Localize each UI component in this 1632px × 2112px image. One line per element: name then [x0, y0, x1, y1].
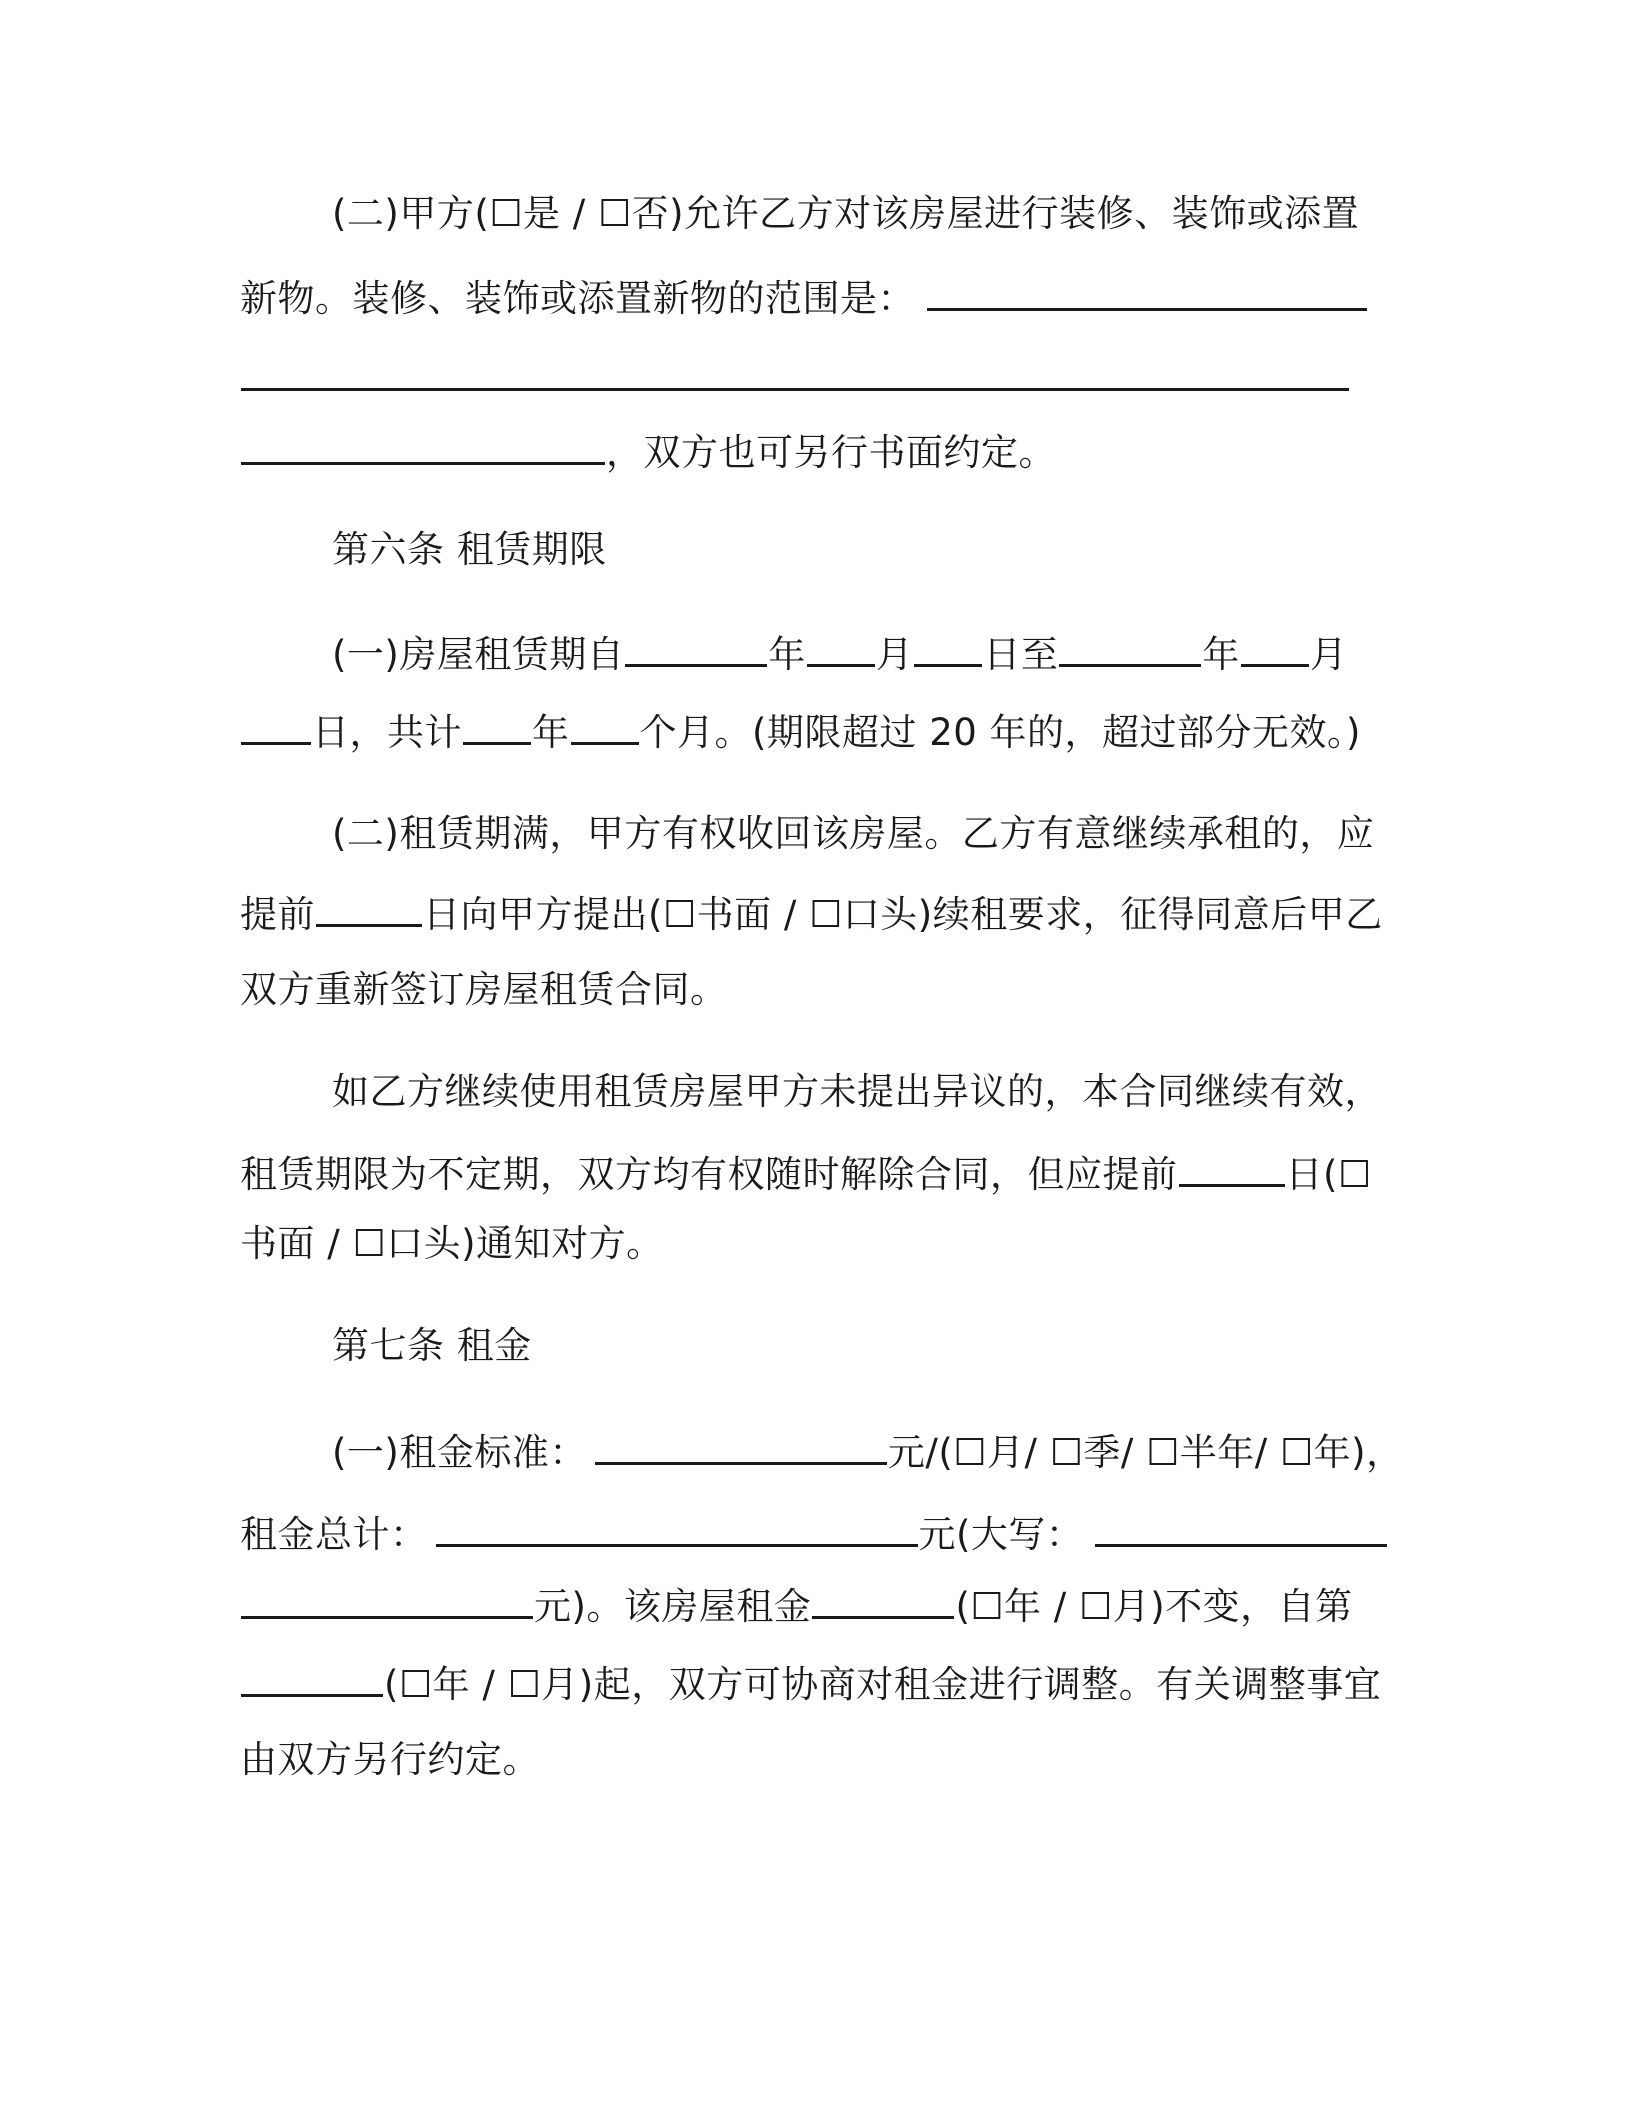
fill-blank-renovation-scope-end[interactable] [241, 426, 605, 465]
article-6-2-line-2 [240, 888, 1383, 939]
text: 租赁期限为不定期，双方均有权随时解除合同，但应提前 [240, 1153, 1178, 1196]
article-6-1-line-2 [240, 706, 1361, 757]
text: 年)， [1313, 1431, 1404, 1474]
article-6-2-line-1 [332, 810, 1374, 858]
article-6-heading [332, 526, 607, 574]
text: 月)起，双方可协商对租金进行调整。有关调整事宜 [541, 1663, 1382, 1706]
fill-blank-adjust-start[interactable] [241, 1658, 383, 1697]
text: ，双方也可另行书面约定。 [606, 431, 1056, 474]
text: 提前 [240, 893, 315, 936]
text: 月/ [986, 1431, 1050, 1474]
fill-blank-total-months[interactable] [571, 706, 639, 745]
text: 日( [1285, 1153, 1338, 1196]
article-7-1-line-2 [240, 1508, 1388, 1559]
checkbox-yes[interactable]: ☐ [489, 192, 523, 235]
heading-text: 第六条 租赁期限 [332, 528, 607, 571]
text: 口头)通知对方。 [386, 1222, 664, 1265]
article-7-1-line-1 [332, 1426, 1404, 1477]
text: 元)。该房屋租金 [534, 1585, 812, 1628]
article-6-para-line-1 [332, 1068, 1382, 1116]
fill-blank-rent-fixed-period[interactable] [812, 1580, 954, 1619]
text: 年 / [1004, 1585, 1080, 1628]
fill-blank-total-years[interactable] [463, 706, 531, 745]
fill-blank-start-year[interactable] [625, 628, 767, 667]
fill-blank-renovation-scope-cont[interactable] [241, 352, 1349, 391]
text: 半年/ [1179, 1431, 1280, 1474]
article-6-para-line-2 [240, 1148, 1372, 1199]
text: 如乙方继续使用租赁房屋甲方未提出异议的，本合同继续有效， [332, 1070, 1382, 1113]
text: 年 [532, 711, 570, 754]
fill-blank-end-day[interactable] [241, 706, 311, 745]
text: ( [384, 1663, 399, 1706]
clause-5-2-line-4 [240, 426, 1056, 477]
clause-5-2-line-2 [240, 272, 1368, 323]
fill-blank-end-month[interactable] [1241, 628, 1309, 667]
checkbox-month[interactable]: ☐ [1079, 1585, 1113, 1628]
text: 双方重新签订房屋租赁合同。 [240, 968, 728, 1011]
text: 日，共计 [312, 711, 462, 754]
article-7-heading [332, 1322, 532, 1370]
text: 书面 / [696, 893, 810, 936]
checkbox-quarter[interactable]: ☐ [1049, 1431, 1084, 1474]
fill-blank-renovation-scope[interactable] [927, 272, 1367, 311]
text: 个月。(期限超过 20 年的，超过部分无效。) [639, 711, 1361, 754]
checkbox-year[interactable]: ☐ [1280, 1431, 1314, 1474]
text: 由双方另行约定。 [240, 1738, 540, 1781]
checkbox-written[interactable]: ☐ [1337, 1153, 1372, 1196]
fill-blank-rent-total-capital-cont[interactable] [241, 1580, 533, 1619]
text: 元(大写： [918, 1513, 1084, 1556]
text: 书面 / [240, 1222, 353, 1265]
text: (二)租赁期满，甲方有权收回该房屋。乙方有意继续承租的，应 [332, 812, 1375, 855]
article-6-1-line-1 [332, 628, 1347, 679]
article-7-1-line-5 [240, 1736, 540, 1784]
checkbox-written[interactable]: ☐ [662, 893, 697, 936]
fill-blank-start-day[interactable] [914, 628, 982, 667]
text: 日至 [983, 633, 1059, 676]
checkbox-month[interactable]: ☐ [953, 1431, 987, 1474]
text: 月 [1309, 633, 1348, 676]
fill-blank-rent-total-capital[interactable] [1095, 1508, 1387, 1547]
text: 租金总计： [240, 1513, 428, 1556]
fill-blank-notice-days[interactable] [1179, 1148, 1285, 1187]
checkbox-year[interactable]: ☐ [398, 1663, 433, 1706]
text: 元/( [887, 1431, 954, 1474]
text: 季/ [1083, 1431, 1147, 1474]
clause-5-2-line-3 [240, 352, 1350, 403]
clause-5-2-line-1 [332, 190, 1359, 238]
article-7-1-line-4 [240, 1658, 1381, 1709]
text: 月)不变，自第 [1112, 1585, 1353, 1628]
article-6-2-line-3 [240, 966, 728, 1014]
article-6-para-line-3 [240, 1220, 664, 1268]
text: (一)房屋租赁期自 [332, 633, 625, 676]
text: 年 [768, 633, 806, 676]
text: 否)允许乙方对该房屋进行装修、装饰或添置 [631, 192, 1360, 235]
fill-blank-start-month[interactable] [807, 628, 875, 667]
checkbox-year[interactable]: ☐ [970, 1585, 1005, 1628]
text: 是 / [522, 192, 598, 235]
fill-blank-renewal-days[interactable] [316, 888, 422, 927]
text: 月 [875, 633, 914, 676]
checkbox-half-year[interactable]: ☐ [1146, 1431, 1180, 1474]
checkbox-oral[interactable]: ☐ [352, 1222, 387, 1265]
text: (一)租金标准： [332, 1431, 587, 1474]
fill-blank-end-year[interactable] [1059, 628, 1201, 667]
text: 口头)续租要求，征得同意后甲乙 [842, 893, 1383, 936]
checkbox-month[interactable]: ☐ [507, 1663, 542, 1706]
fill-blank-rent-total[interactable] [436, 1508, 918, 1547]
fill-blank-rent-standard[interactable] [595, 1426, 887, 1465]
text: (二)甲方( [332, 192, 490, 235]
text: ( [955, 1585, 971, 1628]
checkbox-oral[interactable]: ☐ [809, 893, 843, 936]
text: 日向甲方提出( [423, 893, 663, 936]
text: 年 / [432, 1663, 508, 1706]
heading-text: 第七条 租金 [332, 1324, 532, 1367]
checkbox-no[interactable]: ☐ [597, 192, 632, 235]
article-7-1-line-3 [240, 1580, 1353, 1631]
text: 新物。装修、装饰或添置新物的范围是： [240, 277, 915, 320]
text: 年 [1202, 633, 1240, 676]
